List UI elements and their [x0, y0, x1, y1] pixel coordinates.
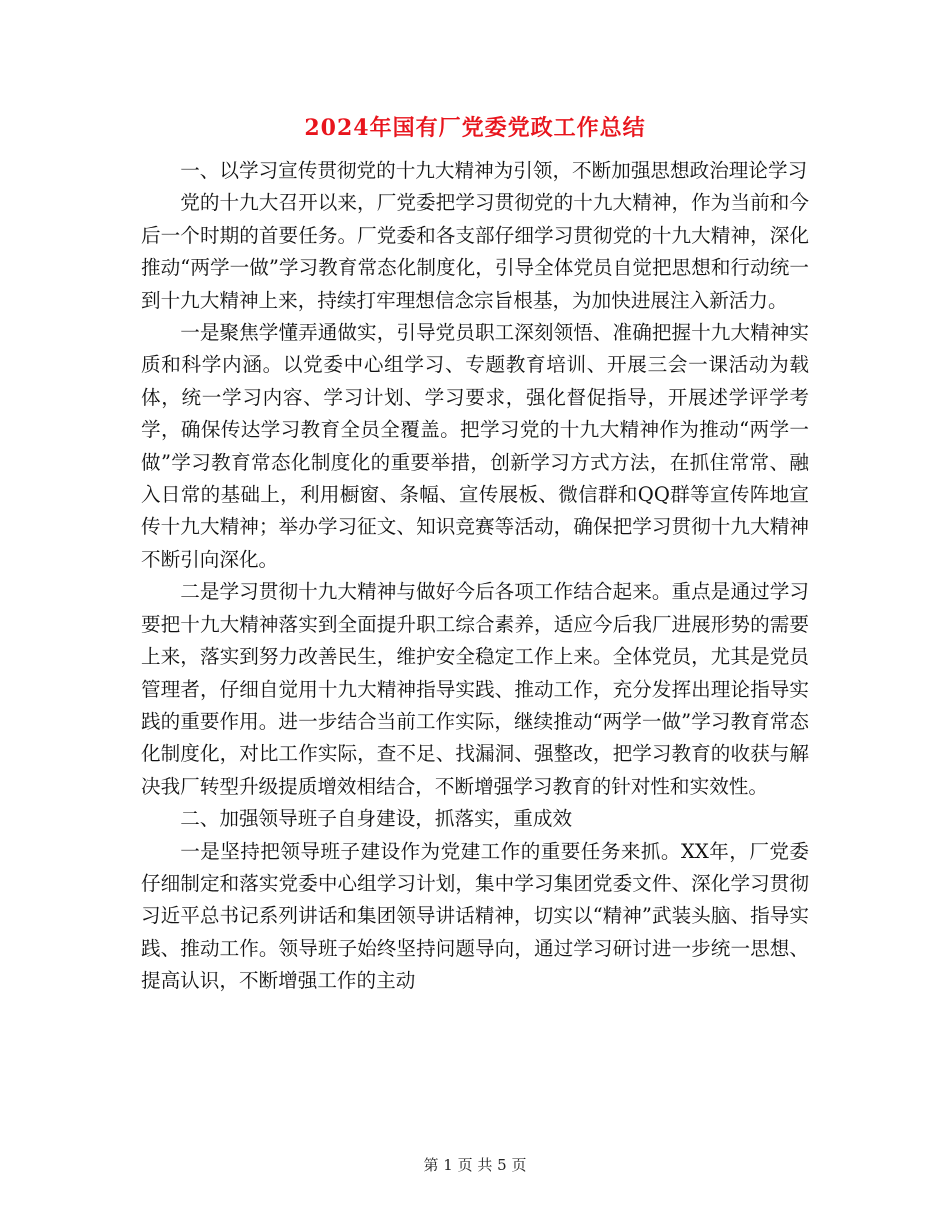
paragraph: 一是坚持把领导班子建设作为党建工作的重要任务来抓。XX年，厂党委仔细制定和落实党委中心组学习计划，集中学习集团党委文件、深化学习贯彻习近平总书记系列讲话和集团领导讲话精神，切实以“精神”武装头脑、指导实践、推动工作。领导班子始终坚持问题导向，通过学习研讨进一步统一思想、提高认识，不断增强工作的主动	[141, 839, 809, 993]
document-body	[141, 155, 809, 998]
section-heading-2: 二、加强领导班子自身建设，抓落实，重成效	[180, 807, 573, 831]
section-heading-1: 一、以学习宣传贯彻党的十九大精神为引领，不断加强思想政治理论学习	[180, 159, 808, 182]
page-number-footer: 第 1 页 共 5 页	[423, 1156, 527, 1174]
paragraph: 党的十九大召开以来，厂党委把学习贯彻党的十九大精神，作为当前和今后一个时期的首要任务。厂党委和各支部仔细学习贯彻党的十九大精神，深化推动“两学一做”学习教育常态化制度化，引导全体党员自觉把思想和行动统一到十九大精神上来，持续打牢理想信念宗旨根基，为加快进展注入新活力。	[141, 191, 809, 312]
paragraph: 二是学习贯彻十九大精神与做好今后各项工作结合起来。重点是通过学习要把十九大精神落实到全面提升职工综合素养，适应今后我厂进展形势的需要上来，落实到努力改善民生，维护安全稳定工作上来。全体党员，尤其是党员管理者，仔细自觉用十九大精神指导实践、推动工作，充分发挥出理论指导实践的重要作用。进一步结合当前工作实际，继续推动“两学一做”学习教育常态化制度化，对比工作实际，查不足、找漏洞、强整改，把学习教育的收获与解决我厂转型升级提质增效相结合，不断增强学习教育的针对性和实效性。	[141, 580, 809, 798]
paragraph: 一是聚焦学懂弄通做实，引导党员职工深刻领悟、准确把握十九大精神实质和科学内涵。以党委中心组学习、专题教育培训、开展三会一课活动为载体，统一学习内容、学习计划、学习要求，强化督促指导，开展述学评学考学，确保传达学习教育全员全覆盖。把学习党的十九大精神作为推动“两学一做”学习教育常态化制度化的重要举措，创新学习方式方法，在抓住常常、融入日常的基础上，利用橱窗、条幅、宣传展板、微信群和QQ群等宣传阵地宣传十九大精神；举办学习征文、知识竞赛等活动，确保把学习贯彻十九大精神不断引向深化。	[141, 321, 809, 571]
document-title: 2024年国有厂党委党政工作总结	[304, 115, 646, 141]
